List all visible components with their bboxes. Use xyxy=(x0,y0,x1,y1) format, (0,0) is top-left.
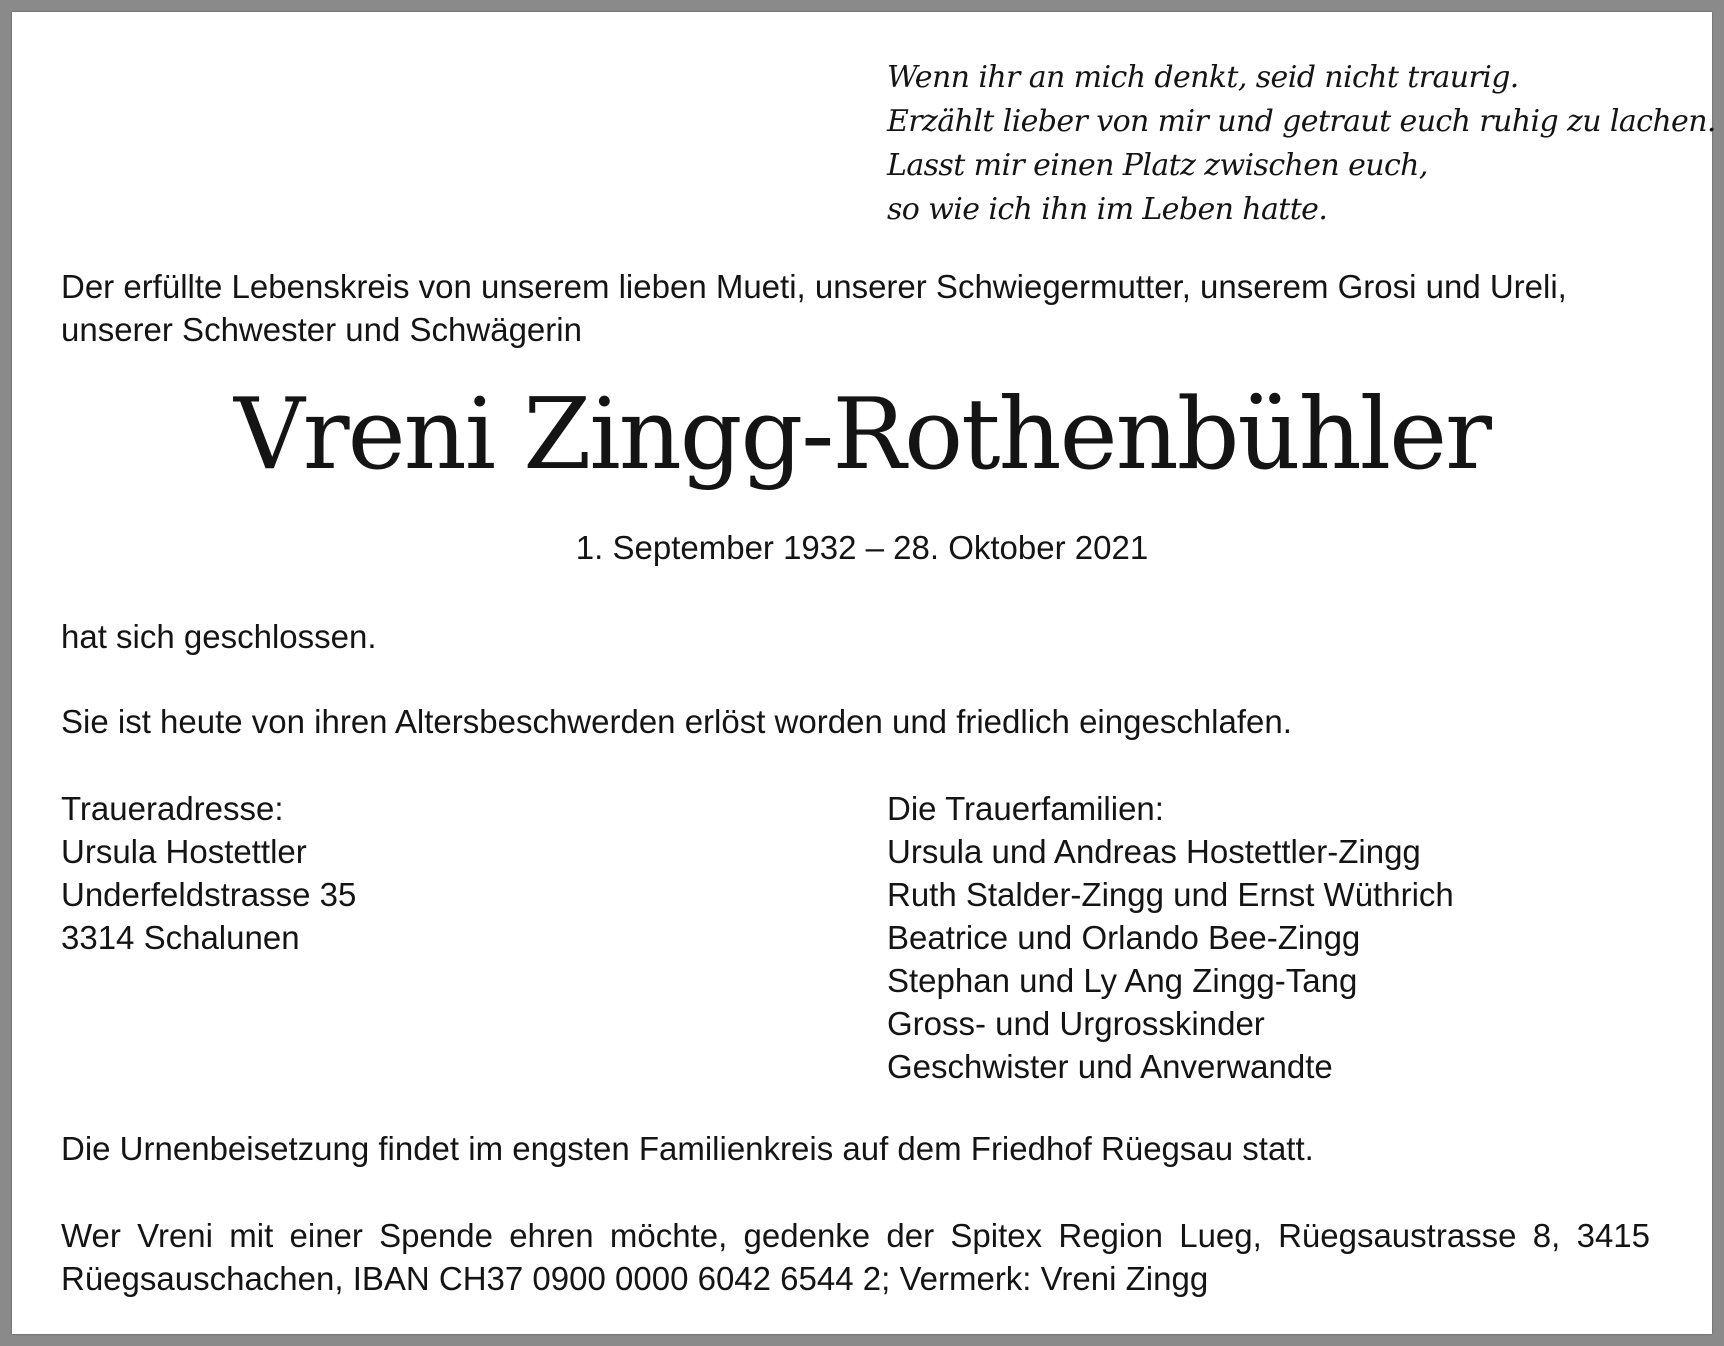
obituary-page xyxy=(12,12,1716,1334)
relieved-text: Sie ist heute von ihren Altersbeschwerden erlöst worden und friedlich eingeschlafen. xyxy=(61,703,1292,740)
family-line: Beatrice und Orlando Bee-Zingg xyxy=(887,919,1361,956)
donation-notice: Wer Vreni mit einer Spende ehren möchte, gedenke der Spitex Region Lueg, Rüegsaustrasse 8, 3415 Rüegsauschachen, IBAN CH37 0900 0000 6042 6544 2; Vermerk: Vreni Zingg xyxy=(61,1217,1650,1297)
address-heading: Traueradresse: xyxy=(61,790,284,827)
poem-line: Wenn ihr an mich denkt, seid nicht traurig. xyxy=(887,60,1519,95)
family-line: Gross- und Urgrosskinder xyxy=(887,1005,1265,1042)
poem-line: Erzählt lieber von mir und getraut euch ruhig zu lachen. xyxy=(887,104,1716,139)
family-line: Ursula und Andreas Hostettler-Zingg xyxy=(887,833,1421,870)
poem-line: Lasst mir einen Platz zwischen euch, xyxy=(887,148,1428,183)
family-line: Stephan und Ly Ang Zingg-Tang xyxy=(887,962,1358,999)
poem-line: so wie ich ihn im Leben hatte. xyxy=(887,192,1328,227)
deceased-name: Vreni Zingg-Rothenbühler xyxy=(234,378,1490,492)
address-line: Ursula Hostettler xyxy=(61,833,307,870)
poem xyxy=(887,56,1716,232)
intro-text: Der erfüllte Lebenskreis von unserem lieben Mueti, unserer Schwiegermutter, unserem Grosi und Ureli, unserer Schwester und Schwägerin xyxy=(61,268,1567,348)
closed-text: hat sich geschlossen. xyxy=(61,618,377,655)
family-line: Ruth Stalder-Zingg und Ernst Wüthrich xyxy=(887,876,1454,913)
mourning-families xyxy=(887,787,1454,1088)
burial-notice: Die Urnenbeisetzung findet im engsten Familienkreis auf dem Friedhof Rüegsau statt. xyxy=(61,1130,1314,1167)
families-heading: Die Trauerfamilien: xyxy=(887,790,1164,827)
family-line: Geschwister und Anverwandte xyxy=(887,1048,1333,1085)
mourning-address xyxy=(61,787,356,959)
address-line: 3314 Schalunen xyxy=(61,919,300,956)
address-line: Underfeldstrasse 35 xyxy=(61,876,357,913)
life-dates: 1. September 1932 – 28. Oktober 2021 xyxy=(575,529,1149,566)
